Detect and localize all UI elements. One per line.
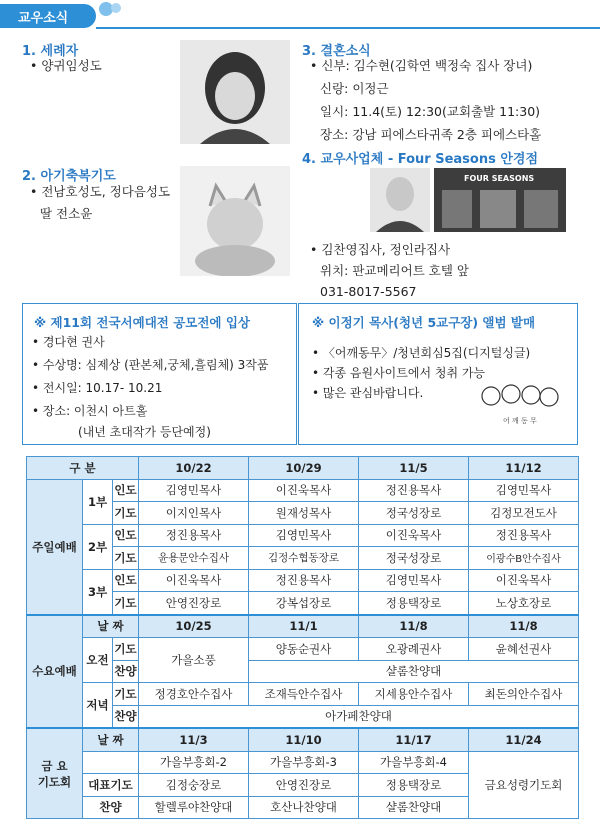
- table-cell: 안영진장로: [249, 774, 359, 797]
- wedding-datetime: 일시: 11.4(토) 12:30(교회출발 11:30): [320, 104, 541, 119]
- award-title: ※ 제11회 전국서예대전 공모전에 입상: [34, 315, 251, 330]
- evening-label: 저녁: [83, 683, 113, 729]
- date-label: 날 짜: [83, 728, 139, 751]
- table-row: [27, 524, 579, 547]
- table-cell: 정용택장로: [359, 592, 469, 615]
- table-header-row: [27, 457, 579, 480]
- table-row: [27, 728, 579, 751]
- table-cell: 호산나찬양대: [249, 796, 359, 819]
- role-label: 인도: [113, 479, 139, 502]
- wedding-groom: • 신부: 김수현(김학연 백정숙 집사 장녀): [310, 58, 533, 73]
- header-date: 10/29: [249, 457, 359, 480]
- business-owner-photo: [370, 168, 430, 232]
- album-info: • 〈어깨동무〉/청년회심5집(디지털싱글): [312, 346, 531, 360]
- table-row: [27, 683, 579, 706]
- baptism-photo: [180, 40, 290, 144]
- table-cell: 이진욱목사: [139, 569, 249, 592]
- table-cell: 조재득안수집사: [249, 683, 359, 706]
- table-cell: 정진용목사: [139, 524, 249, 547]
- table-cell: 금요성령기도회: [469, 751, 579, 819]
- table-cell: 강복섭장로: [249, 592, 359, 615]
- table-row: [27, 638, 579, 661]
- header-date: 11/3: [139, 728, 249, 751]
- infant-name: 딸 전소윤: [40, 206, 93, 221]
- infant-blessing-title: 2. 아기축복기도: [22, 169, 116, 184]
- table-cell: 정진용목사: [359, 479, 469, 502]
- business-owner: • 김찬영집사, 정인라집사: [310, 242, 451, 257]
- table-cell: 지세용안수집사: [359, 683, 469, 706]
- header-date: 11/24: [469, 728, 579, 751]
- table-cell: 가을부흥회-2: [139, 751, 249, 774]
- header-date: 11/1: [249, 615, 359, 638]
- award-note: (내년 초대작가 등단예정): [78, 425, 211, 439]
- album-availability: • 각종 음원사이트에서 청취 가능: [312, 366, 486, 380]
- header-date: 10/25: [139, 615, 249, 638]
- date-label: 날 짜: [83, 615, 139, 638]
- table-cell: 가을소풍: [139, 638, 249, 683]
- part-label: 2부: [83, 524, 113, 569]
- header-rule: [96, 27, 600, 29]
- table-cell: 윤용문안수집사: [139, 547, 249, 570]
- table-cell: 원재성목사: [249, 502, 359, 525]
- friday-prayer-label: [27, 728, 83, 819]
- role-label: 찬양: [83, 796, 139, 819]
- section-header: [0, 0, 600, 30]
- award-dates: • 전시일: 10.17- 10.21: [32, 381, 163, 395]
- album-title: ※ 이정기 목사(청년 5교구장) 앨범 발매: [312, 315, 536, 330]
- header-date: 11/8: [359, 615, 469, 638]
- table-row: [27, 569, 579, 592]
- table-cell: 정진용목사: [249, 569, 359, 592]
- table-cell: 양동순권사: [249, 638, 359, 661]
- sunday-service-label: 주일예배: [27, 479, 83, 615]
- morning-label: 오전: [83, 638, 113, 683]
- wedding-place: 장소: 강남 피에스타귀족 2층 피에스타홀: [320, 127, 542, 142]
- header-date: 10/22: [139, 457, 249, 480]
- table-cell: 정용택장로: [359, 774, 469, 797]
- business-phone: 031-8017-5567: [320, 284, 417, 299]
- table-cell: 정경호안수집사: [139, 683, 249, 706]
- table-cell: 이광수B안수집사: [469, 547, 579, 570]
- role-label: 기도: [113, 592, 139, 615]
- table-cell: 이진욱목사: [359, 524, 469, 547]
- wedding-title: 3. 결혼소식: [302, 44, 371, 59]
- header-date: 11/12: [469, 457, 579, 480]
- album-cover-title: 어 깨 동 무: [503, 417, 537, 425]
- header-date: 11/17: [359, 728, 469, 751]
- table-cell: 정국성장로: [359, 502, 469, 525]
- role-label: 기도: [113, 638, 139, 661]
- table-cell: 이진욱목사: [469, 569, 579, 592]
- table-cell: 이지인목사: [139, 502, 249, 525]
- role-label: 인도: [113, 524, 139, 547]
- table-cell: 최돈의안수집사: [469, 683, 579, 706]
- table-cell: 정국성장로: [359, 547, 469, 570]
- award-category: • 수상명: 심제상 (판본체,궁체,흘림체) 3작품: [32, 358, 269, 372]
- infant-photo: [180, 166, 290, 276]
- friday-label-line1: 금 요: [41, 758, 68, 773]
- role-label: 대표기도: [83, 774, 139, 797]
- table-cell: 안영진장로: [139, 592, 249, 615]
- part-label: 3부: [83, 569, 113, 615]
- table-row: [27, 751, 579, 774]
- table-cell: 김영민목사: [249, 524, 359, 547]
- table-row: [27, 615, 579, 638]
- role-label: 기도: [113, 547, 139, 570]
- header-date: 11/5: [359, 457, 469, 480]
- table-cell: 김정수협동장로: [249, 547, 359, 570]
- header-date: 11/10: [249, 728, 359, 751]
- friday-label-line2: 기도회: [37, 774, 72, 789]
- store-sign: FOUR SEASONS: [464, 174, 535, 183]
- table-cell: 노상호장로: [469, 592, 579, 615]
- album-request: • 많은 관심바랍니다.: [312, 386, 424, 400]
- header-category: 구 분: [27, 457, 139, 480]
- baptism-name: • 양귀임성도: [30, 58, 102, 73]
- table-cell: 오광례권사: [359, 638, 469, 661]
- table-cell: 가을부흥회-4: [359, 751, 469, 774]
- part-label: 1부: [83, 479, 113, 524]
- album-cover: [473, 382, 565, 438]
- table-cell: 윤혜선권사: [469, 638, 579, 661]
- header-title: 교우소식: [0, 4, 96, 28]
- table-cell: 김영민목사: [359, 569, 469, 592]
- infant-parents: • 전남호성도, 정다음성도: [30, 184, 171, 199]
- wedding-bride: 신랑: 이정근: [320, 81, 389, 96]
- blank-label: [83, 751, 139, 774]
- table-cell: 할렐루야찬양대: [139, 796, 249, 819]
- wednesday-service-label: 수요예배: [27, 615, 83, 729]
- table-row: [27, 479, 579, 502]
- table-cell: 김정모전도사: [469, 502, 579, 525]
- role-label: 인도: [113, 569, 139, 592]
- business-title: 4. 교우사업체 - Four Seasons 안경점: [302, 152, 539, 167]
- table-cell: 김영민목사: [139, 479, 249, 502]
- header-date: 11/8: [469, 615, 579, 638]
- table-cell: 가을부흥회-3: [249, 751, 359, 774]
- role-label: 기도: [113, 683, 139, 706]
- decoration-bubbles-icon: [92, 0, 132, 24]
- table-cell: 샬롬찬양대: [359, 796, 469, 819]
- award-winner: • 경다현 권사: [32, 335, 105, 349]
- business-store-photo: [434, 168, 566, 232]
- table-cell: 샬롬찬양대: [249, 660, 579, 683]
- table-cell: 아가페찬양대: [139, 705, 579, 728]
- table-cell: 이진욱목사: [249, 479, 359, 502]
- business-location: 위치: 판교메리어트 호텔 앞: [320, 263, 469, 278]
- role-label: 찬양: [113, 705, 139, 728]
- table-cell: 정진용목사: [469, 524, 579, 547]
- table-cell: 김정숭장로: [139, 774, 249, 797]
- role-label: 기도: [113, 502, 139, 525]
- award-place: • 장소: 이천시 아트홀: [32, 404, 148, 418]
- baptism-title: 1. 세례자: [22, 44, 79, 59]
- role-label: 찬양: [113, 660, 139, 683]
- table-cell: 김영민목사: [469, 479, 579, 502]
- service-schedule-table: [26, 456, 579, 819]
